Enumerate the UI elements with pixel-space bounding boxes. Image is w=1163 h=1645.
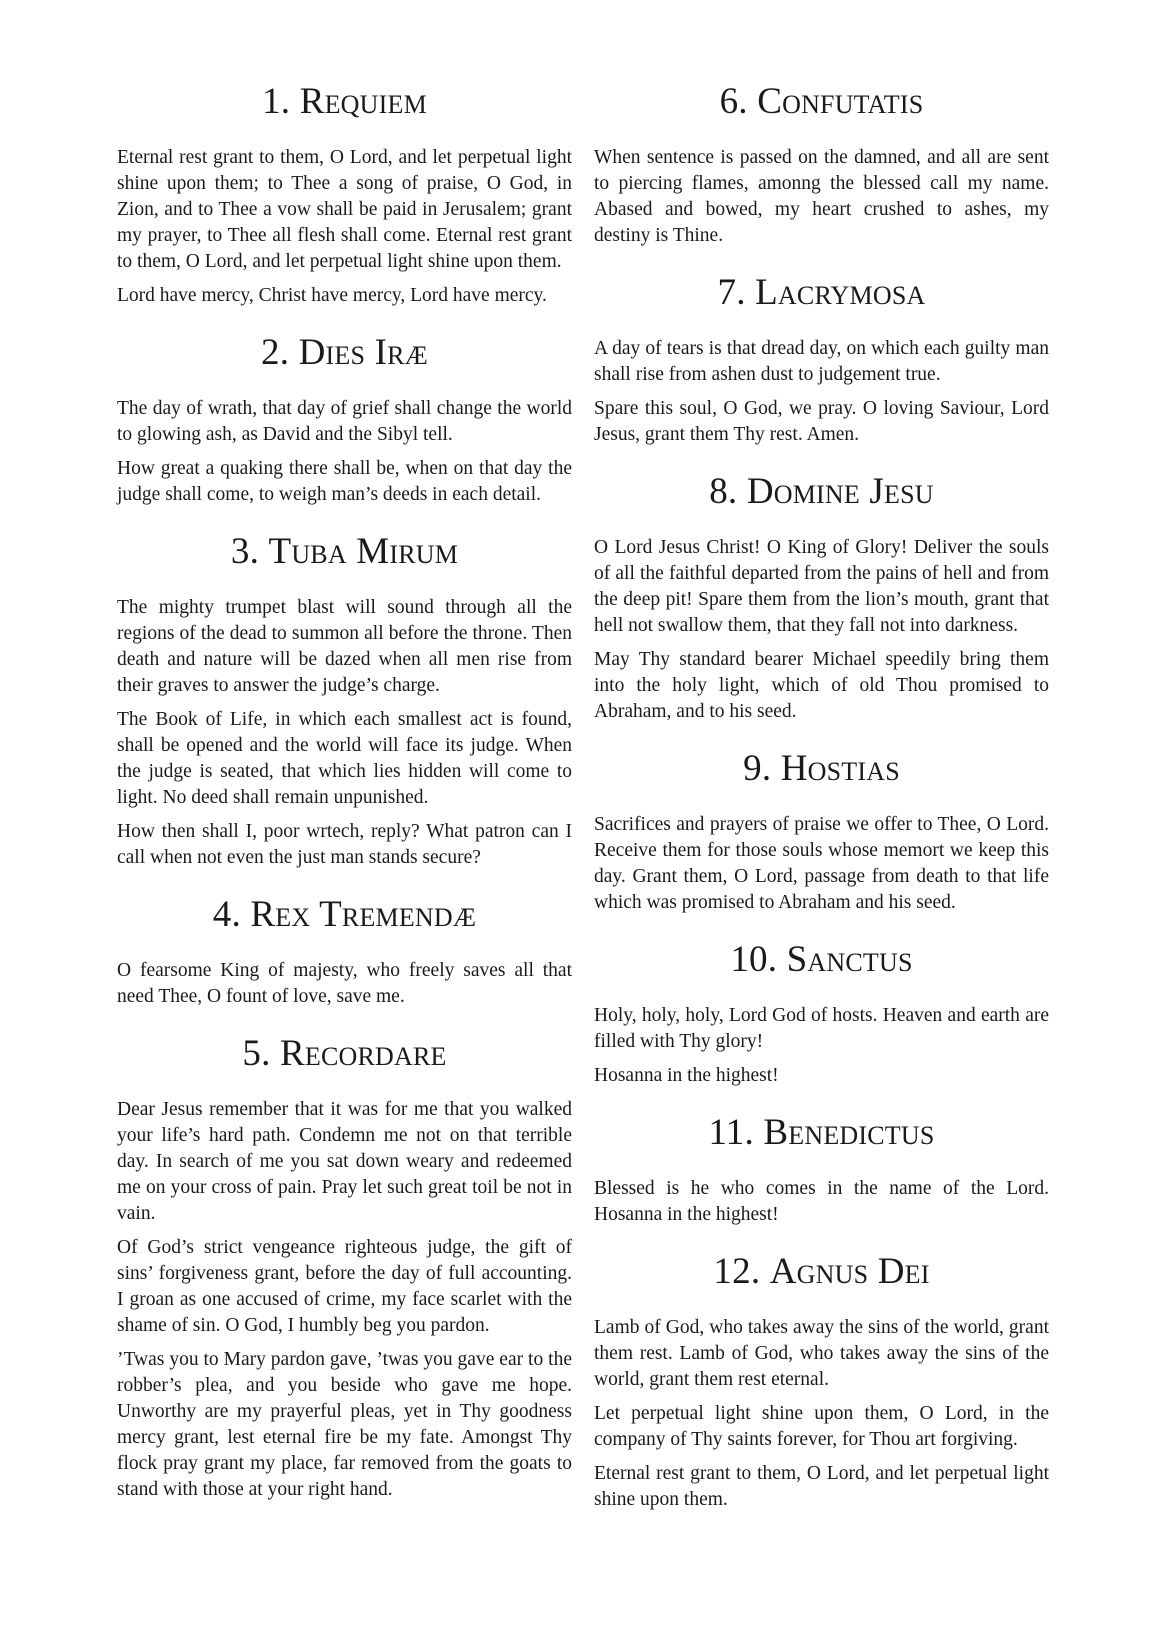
section-requiem bbox=[117, 78, 572, 309]
verse-paragraph: The Book of Life, in which each smallest act is found, shall be opened and the world will face its judge. When the judge is seated, that which lies hidden will come to light. No deed shall remain unpunished. bbox=[117, 709, 572, 808]
section-benedictus bbox=[594, 1109, 1049, 1228]
section-heading bbox=[117, 891, 572, 939]
section-heading bbox=[594, 269, 1049, 317]
verse-paragraph: A day of tears is that dread day, on which each guilty man shall rise from ashen dust to judgement true. bbox=[594, 338, 1049, 385]
verse-paragraph: The mighty trumpet blast will sound through all the regions of the dead to summon all before the throne. Then death and nature will be dazed when all men rise from their graves to answer the judge’s charge. bbox=[117, 597, 572, 696]
verse-paragraph: How great a quaking there shall be, when on that day the judge shall come, to weigh man’s deeds in each detail. bbox=[117, 458, 572, 505]
section-agnus-dei bbox=[594, 1248, 1049, 1513]
section-title: Dies Iræ bbox=[298, 332, 428, 373]
section-title: Benedictus bbox=[763, 1112, 935, 1153]
section-heading bbox=[117, 1030, 572, 1078]
verse-paragraph: Let perpetual light shine upon them, O Lord, in the company of Thy saints forever, for Thou art forgiving. bbox=[594, 1403, 1049, 1450]
section-tuba-mirum bbox=[117, 528, 572, 871]
section-heading bbox=[594, 78, 1049, 126]
section-title: Hostias bbox=[780, 748, 900, 789]
left-column bbox=[117, 78, 572, 1523]
verse-paragraph: Lamb of God, who takes away the sins of the world, grant them rest. Lamb of God, who takes away the sins of the world, grant them rest eternal. bbox=[594, 1317, 1049, 1390]
verse-paragraph: Dear Jesus remember that it was for me that you walked your life’s hard path. Condemn me not on that terrible day. In search of me you sat down weary and redeemed me on your cross of pain. Pray let such great toil be not in vain. bbox=[117, 1099, 572, 1224]
verse-paragraph: O Lord Jesus Christ! O King of Glory! Deliver the souls of all the faithful departed from the pains of hell and from the deep pit! Spare them from the lion’s mouth, grant that hell not swallow them, that they fall not into darkness. bbox=[594, 537, 1049, 636]
verse-paragraph: Hosanna in the highest! bbox=[594, 1065, 779, 1086]
section-heading bbox=[594, 936, 1049, 984]
section-number: 3. bbox=[230, 531, 260, 572]
section-hostias bbox=[594, 745, 1049, 916]
section-title: Tuba Mirum bbox=[268, 531, 459, 572]
section-heading bbox=[117, 528, 572, 576]
section-heading bbox=[594, 745, 1049, 793]
section-number: 4. bbox=[212, 894, 241, 935]
section-confutatis bbox=[594, 78, 1049, 249]
section-title: Agnus Dei bbox=[769, 1251, 930, 1292]
verse-paragraph: Lord have mercy, Christ have mercy, Lord have mercy. bbox=[117, 285, 547, 306]
section-heading bbox=[594, 1109, 1049, 1157]
verse-paragraph: Eternal rest grant to them, O Lord, and let perpetual light shine upon them; to Thee a song of praise, O God, in Zion, and to Thee a vow shall be paid in Jerusalem; grant my prayer, to Thee all flesh shall come. Eternal rest grant to them, O Lord, and let perpetual light shine upon them. bbox=[117, 147, 572, 272]
section-number: 9. bbox=[743, 748, 772, 789]
verse-paragraph: O fearsome King of majesty, who freely saves all that need Thee, O fount of love, save me. bbox=[117, 960, 572, 1007]
section-number: 2. bbox=[261, 332, 290, 373]
section-number: 8. bbox=[709, 471, 738, 512]
section-number: 6. bbox=[719, 81, 748, 122]
section-title: Sanctus bbox=[786, 939, 913, 980]
verse-paragraph: Spare this soul, O God, we pray. O loving Saviour, Lord Jesus, grant them Thy rest. Amen. bbox=[594, 398, 1049, 445]
section-dies-iræ bbox=[117, 329, 572, 508]
section-heading bbox=[117, 78, 572, 126]
section-lacrymosa bbox=[594, 269, 1049, 448]
verse-paragraph: How then shall I, poor wrtech, reply? What patron can I call when not even the just man stands secure? bbox=[117, 821, 572, 868]
verse-paragraph: ’Twas you to Mary pardon gave, ’twas you gave ear to the robber’s plea, and you beside who gave me hope. Unworthy are my prayerful pleas, yet in Thy goodness mercy grant, lest eternal fire be my fate. Amongst Thy flock pray grant my place, far removed from the goats to stand with those at your right hand. bbox=[117, 1349, 572, 1500]
section-number: 10. bbox=[730, 939, 778, 980]
verse-paragraph: Sacrifices and prayers of praise we offer to Thee, O Lord. Receive them for those souls whose memort we keep this day. Grant them, O Lord, passage from death to that life which was promised to Abraham and his seed. bbox=[594, 814, 1049, 913]
verse-paragraph: The day of wrath, that day of grief shall change the world to glowing ash, as David and the Sibyl tell. bbox=[117, 398, 572, 445]
section-title: Recordare bbox=[280, 1033, 447, 1074]
section-title: Rex Tremendæ bbox=[250, 894, 477, 935]
section-title: Confutatis bbox=[757, 81, 924, 122]
section-title: Domine Jesu bbox=[746, 471, 934, 512]
verse-paragraph: Blessed is he who comes in the name of the Lord. Hosanna in the highest! bbox=[594, 1178, 1049, 1225]
verse-paragraph: Eternal rest grant to them, O Lord, and let perpetual light shine upon them. bbox=[594, 1463, 1049, 1510]
verse-paragraph: Holy, holy, holy, Lord God of hosts. Heaven and earth are filled with Thy glory! bbox=[594, 1005, 1049, 1052]
section-sanctus bbox=[594, 936, 1049, 1089]
verse-paragraph: When sentence is passed on the damned, and all are sent to piercing flames, amonng the blessed call my name. Abased and bowed, my heart crushed to ashes, my destiny is Thine. bbox=[594, 147, 1049, 246]
section-number: 1. bbox=[262, 81, 291, 122]
section-number: 11. bbox=[708, 1112, 754, 1153]
section-heading bbox=[594, 468, 1049, 516]
verse-paragraph: Of God’s strict vengeance righteous judge, the gift of sins’ forgiveness grant, before the day of full accounting. I groan as one accused of crime, my face scarlet with the shame of sin. O God, I humbly beg you pardon. bbox=[117, 1237, 572, 1336]
section-recordare bbox=[117, 1030, 572, 1503]
verse-paragraph: May Thy standard bearer Michael speedily bring them into the holy light, which of old Thou promised to Abraham, and to his seed. bbox=[594, 649, 1049, 722]
section-heading bbox=[594, 1248, 1049, 1296]
section-rex-tremendæ bbox=[117, 891, 572, 1010]
section-number: 7. bbox=[717, 272, 746, 313]
section-number: 5. bbox=[242, 1033, 271, 1074]
section-number: 12. bbox=[713, 1251, 761, 1292]
section-title: Requiem bbox=[299, 81, 427, 122]
section-title: Lacrymosa bbox=[755, 272, 926, 313]
section-domine-jesu bbox=[594, 468, 1049, 725]
right-column bbox=[594, 78, 1049, 1533]
section-heading bbox=[117, 329, 572, 377]
